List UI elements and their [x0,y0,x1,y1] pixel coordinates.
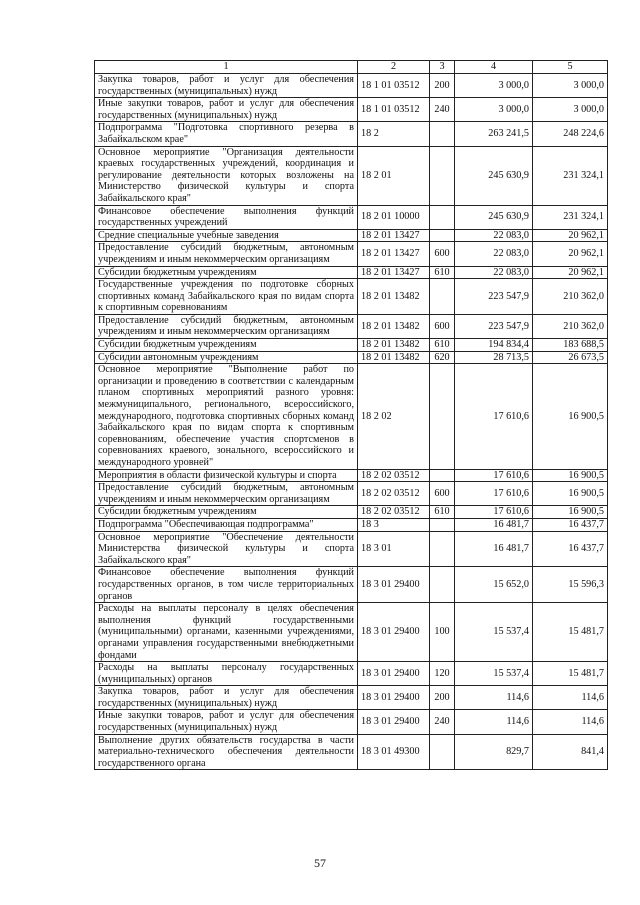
cell-name: Закупка товаров, работ и услуг для обеспечения государственных (муниципальных) нужд [95,74,358,98]
cell-code: 18 2 01 13427 [358,229,430,242]
cell-sum-2: 16 437,7 [533,531,608,567]
cell-name: Средние специальные учебные заведения [95,229,358,242]
cell-sum-1: 829,7 [455,734,533,770]
cell-sum-1: 15 652,0 [455,567,533,603]
cell-sum-1: 22 083,0 [455,242,533,266]
table-row [95,229,608,242]
cell-sum-2: 248 224,6 [533,122,608,146]
cell-name: Предоставление субсидий бюджетным, автономным учреждениям и иным некоммерческим организациям [95,482,358,506]
cell-name: Финансовое обеспечение выполнения функций государственных органов, в том числе территориальных органов [95,567,358,603]
cell-sum-2: 20 962,1 [533,266,608,279]
cell-sum-1: 17 610,6 [455,364,533,469]
cell-code: 18 2 02 [358,364,430,469]
col-header-sum-1: 4 [455,61,533,74]
cell-vr: 610 [430,339,455,352]
cell-sum-2: 26 673,5 [533,351,608,364]
budget-table [94,60,608,770]
col-header-name: 1 [95,61,358,74]
cell-name: Подпрограмма "Обеспечивающая подпрограмма" [95,518,358,531]
cell-code: 18 2 02 03512 [358,469,430,482]
cell-name: Мероприятия в области физической культуры и спорта [95,469,358,482]
cell-vr [430,205,455,229]
cell-sum-1: 16 481,7 [455,518,533,531]
cell-code: 18 1 01 03512 [358,98,430,122]
cell-name: Иные закупки товаров, работ и услуг для обеспечения государственных (муниципальных) нужд [95,710,358,734]
cell-sum-2: 3 000,0 [533,74,608,98]
header-row [95,61,608,74]
cell-code: 18 2 01 13482 [358,279,430,315]
cell-code: 18 2 01 13482 [358,314,430,338]
cell-sum-2: 841,4 [533,734,608,770]
cell-vr: 100 [430,603,455,662]
cell-code: 18 3 01 29400 [358,710,430,734]
cell-sum-2: 20 962,1 [533,242,608,266]
cell-code: 18 3 01 [358,531,430,567]
table-row [95,74,608,98]
page-number: 57 [314,856,326,870]
cell-vr [430,146,455,205]
table-row [95,506,608,519]
cell-vr [430,229,455,242]
cell-sum-1: 22 083,0 [455,266,533,279]
cell-code: 18 2 01 13482 [358,339,430,352]
cell-vr [430,122,455,146]
cell-sum-1: 263 241,5 [455,122,533,146]
col-header-sum-2: 5 [533,61,608,74]
cell-sum-1: 17 610,6 [455,506,533,519]
table-row [95,314,608,338]
table-row [95,469,608,482]
table-row [95,279,608,315]
cell-vr: 610 [430,266,455,279]
cell-code: 18 3 [358,518,430,531]
cell-sum-1: 3 000,0 [455,74,533,98]
col-header-code: 2 [358,61,430,74]
cell-name: Закупка товаров, работ и услуг для обеспечения государственных (муниципальных) нужд [95,686,358,710]
cell-sum-1: 194 834,4 [455,339,533,352]
cell-vr: 240 [430,710,455,734]
cell-vr [430,469,455,482]
cell-code: 18 3 01 29400 [358,662,430,686]
cell-name: Основное мероприятие "Организация деятельности краевых государственных учреждений, координация и регулирование деятельности которых возложены на Министерство физической культуры и спорта Забайкальского края" [95,146,358,205]
table-row [95,339,608,352]
cell-sum-1: 223 547,9 [455,279,533,315]
cell-sum-2: 114,6 [533,686,608,710]
table-row [95,567,608,603]
cell-sum-1: 28 713,5 [455,351,533,364]
table-row [95,734,608,770]
cell-sum-2: 16 437,7 [533,518,608,531]
table-row [95,351,608,364]
table-row [95,364,608,469]
cell-sum-1: 245 630,9 [455,205,533,229]
cell-name: Расходы на выплаты персоналу в целях обеспечения выполнения функций государственными (муниципальными) органами, казенными учреждениями, органами управления государственными внебюджетными фондами [95,603,358,662]
cell-sum-2: 183 688,5 [533,339,608,352]
cell-code: 18 2 02 03512 [358,482,430,506]
table-row [95,518,608,531]
col-header-vr: 3 [430,61,455,74]
cell-name: Расходы на выплаты персоналу государственных (муниципальных) органов [95,662,358,686]
table-row [95,662,608,686]
cell-vr [430,518,455,531]
cell-sum-2: 210 362,0 [533,314,608,338]
table-row [95,686,608,710]
cell-code: 18 3 01 29400 [358,686,430,710]
cell-vr: 620 [430,351,455,364]
cell-name: Выполнение других обязательств государства в части материально-технического обеспечения деятельности государственного органа [95,734,358,770]
cell-sum-1: 16 481,7 [455,531,533,567]
cell-vr: 610 [430,506,455,519]
cell-vr: 600 [430,314,455,338]
cell-sum-1: 15 537,4 [455,603,533,662]
cell-vr [430,734,455,770]
cell-vr [430,279,455,315]
cell-vr: 200 [430,74,455,98]
cell-sum-2: 15 481,7 [533,603,608,662]
table-row [95,266,608,279]
cell-vr [430,531,455,567]
cell-code: 18 2 01 [358,146,430,205]
cell-sum-2: 3 000,0 [533,98,608,122]
table-row [95,242,608,266]
cell-code: 18 3 01 29400 [358,567,430,603]
cell-name: Основное мероприятие "Обеспечение деятельности Министерства физической культуры и спорта Забайкальского края" [95,531,358,567]
cell-vr [430,567,455,603]
cell-code: 18 2 01 13427 [358,266,430,279]
cell-code: 18 3 01 29400 [358,603,430,662]
cell-sum-2: 20 962,1 [533,229,608,242]
cell-vr: 240 [430,98,455,122]
cell-sum-1: 114,6 [455,686,533,710]
cell-code: 18 2 01 10000 [358,205,430,229]
cell-name: Предоставление субсидий бюджетным, автономным учреждениям и иным некоммерческим организациям [95,314,358,338]
cell-sum-2: 231 324,1 [533,146,608,205]
table-row [95,205,608,229]
cell-sum-2: 15 481,7 [533,662,608,686]
cell-name: Подпрограмма "Подготовка спортивного резерва в Забайкальском крае" [95,122,358,146]
cell-code: 18 2 01 13427 [358,242,430,266]
cell-sum-2: 114,6 [533,710,608,734]
cell-sum-1: 3 000,0 [455,98,533,122]
cell-sum-2: 16 900,5 [533,364,608,469]
cell-sum-1: 17 610,6 [455,469,533,482]
cell-name: Субсидии бюджетным учреждениям [95,506,358,519]
table-row [95,98,608,122]
cell-sum-2: 210 362,0 [533,279,608,315]
cell-sum-1: 17 610,6 [455,482,533,506]
cell-name: Финансовое обеспечение выполнения функций государственных учреждений [95,205,358,229]
cell-sum-1: 15 537,4 [455,662,533,686]
cell-vr [430,364,455,469]
table-row [95,710,608,734]
cell-sum-1: 223 547,9 [455,314,533,338]
cell-name: Субсидии бюджетным учреждениям [95,339,358,352]
cell-sum-1: 22 083,0 [455,229,533,242]
table-row [95,146,608,205]
table-row [95,482,608,506]
cell-vr: 120 [430,662,455,686]
cell-sum-2: 16 900,5 [533,482,608,506]
cell-name: Субсидии бюджетным учреждениям [95,266,358,279]
cell-sum-2: 16 900,5 [533,506,608,519]
cell-name: Субсидии автономным учреждениям [95,351,358,364]
cell-code: 18 2 [358,122,430,146]
table-body [95,74,608,770]
cell-code: 18 2 02 03512 [358,506,430,519]
cell-name: Государственные учреждения по подготовке сборных спортивных команд Забайкальского края по видам спорта к спортивным соревнованиям [95,279,358,315]
cell-name: Иные закупки товаров, работ и услуг для обеспечения государственных (муниципальных) нужд [95,98,358,122]
cell-code: 18 2 01 13482 [358,351,430,364]
cell-code: 18 3 01 49300 [358,734,430,770]
cell-name: Предоставление субсидий бюджетным, автономным учреждениям и иным некоммерческим организациям [95,242,358,266]
table-row [95,603,608,662]
cell-vr: 600 [430,482,455,506]
table-row [95,531,608,567]
cell-code: 18 1 01 03512 [358,74,430,98]
cell-vr: 200 [430,686,455,710]
table-row [95,122,608,146]
cell-sum-2: 16 900,5 [533,469,608,482]
cell-sum-2: 231 324,1 [533,205,608,229]
cell-name: Основное мероприятие "Выполнение работ по организации и проведению в соответствии с календарным планом спортивных мероприятий разного уровня: межмуниципального, регионального, всероссийского, международного, подготовка спортивных сборных команд Забайкальского края по видам спорта к спортивным соревнованиям, обеспечение участия спортсменов в соревнованиях краевого, зонального, всероссийского и международного уровней" [95,364,358,469]
cell-sum-1: 245 630,9 [455,146,533,205]
cell-sum-1: 114,6 [455,710,533,734]
cell-sum-2: 15 596,3 [533,567,608,603]
cell-vr: 600 [430,242,455,266]
